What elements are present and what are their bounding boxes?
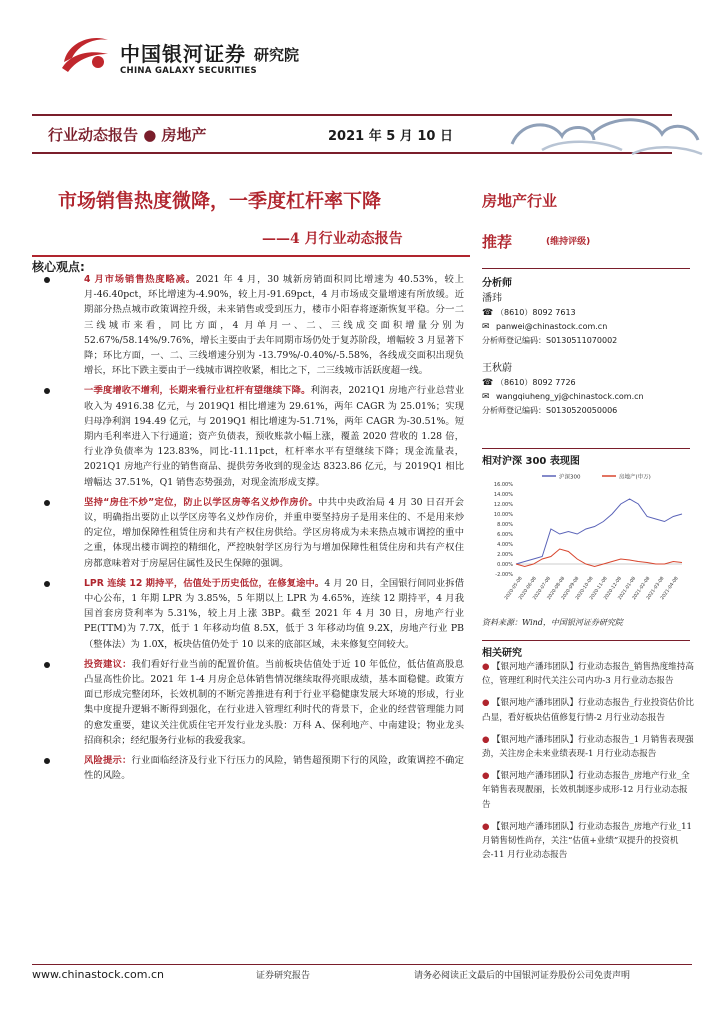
footer-divider bbox=[32, 964, 692, 965]
sidebar-divider bbox=[482, 640, 690, 641]
y-tick-label: 14.00% bbox=[493, 492, 513, 498]
bullet-text: 我们看好行业当前的配置价值。当前板块估值处于近 10 年低位，低估值高股息凸显高性价比。2021 年 1-4 月房企总体销售情况继续取得亮眼成绩，基本面稳健。政策方面已形成完整闭环，长效机制的不断完善推进有利于行业平稳健康发展大环境的形成，行业集中度提升逻辑不断得到强化，在行业进入管理红利时代的背景下，企业的经营管理能力同的愈发重要，建议关注优质住宅开发行业龙头股：万科 A、保利地产、中南建设；物业龙头招商积余；经纪服务行业标的我爱我家。 bbox=[84, 658, 464, 746]
related-research-heading: 相关研究 bbox=[482, 648, 522, 659]
related-report-title[interactable]: 【银河地产潘玮团队】行业动态报告_销售热度维持高位，管理红利时代关注公司内功-3 月行业动态报告 bbox=[482, 662, 694, 687]
bullet-icon: ● bbox=[482, 821, 490, 832]
bullet-icon bbox=[44, 277, 50, 283]
related-report-title[interactable]: 【银河地产潘玮团队】行业动态报告_行业投资估价比凸显，看好板块估值修复行情-2 月行业动态报告 bbox=[482, 698, 694, 723]
y-tick-label: 8.00% bbox=[497, 522, 513, 528]
rating-note: (维持评级) bbox=[546, 237, 591, 247]
series-line bbox=[516, 499, 682, 564]
footer-website-link[interactable]: www.chinastock.com.cn bbox=[32, 968, 164, 981]
related-report-title[interactable]: 【银河地产潘玮团队】行业动态报告_房地产行业_11 月销售韧性尚存，关注“估值+业绩”双提升的投资机会-11 月行业动态报告 bbox=[482, 821, 692, 861]
list-item bbox=[40, 753, 464, 783]
analyst-email[interactable]: panwei@chinastock.com.cn bbox=[496, 322, 608, 331]
x-tick-label: 2020-05-08 bbox=[504, 576, 524, 602]
y-tick-label: 10.00% bbox=[493, 512, 513, 518]
mail-icon: ✉ bbox=[482, 392, 490, 402]
report-type: 行业动态报告 ● 房地产 bbox=[48, 126, 207, 144]
bullet-lead: 投资建议： bbox=[84, 658, 132, 670]
phone-icon: ☎ bbox=[482, 378, 494, 388]
bullet-icon bbox=[44, 388, 50, 394]
related-report-link[interactable] bbox=[482, 769, 694, 812]
y-tick-label: 12.00% bbox=[493, 502, 513, 508]
chart-source: 资料来源：Wind，中国银河证券研究院 bbox=[482, 618, 623, 627]
sector-name: 房地产行业 bbox=[482, 192, 558, 210]
x-tick-label: 2020-09-08 bbox=[560, 576, 581, 602]
analyst-heading: 分析师 bbox=[482, 278, 512, 289]
bullet-icon: ● bbox=[482, 662, 490, 672]
core-views-list bbox=[40, 272, 464, 789]
analyst-registration: 分析师登记编码：S0130520050006 bbox=[482, 406, 618, 415]
bullet-icon bbox=[44, 758, 50, 764]
x-tick-label: 2020-06-08 bbox=[518, 576, 538, 602]
list-item bbox=[40, 383, 464, 489]
bullet-icon: ● bbox=[482, 734, 490, 745]
x-tick-label: 2021-04-08 bbox=[660, 576, 680, 602]
bullet-text: 中共中央政治局 4 月 30 日召开会议，明确指出要防止以学区房等名义炒作房价，并重申要坚持房子是用来住的、不是用来炒的定位，增加保障性租赁住房和共有产权住房供给。学区房将成为未来热点城市调控的重中之重，体现出楼市调控的精细化，严控映射学区房行为与增加保障性租赁住房和共有产权住房都意味着对于房屋居住属性及民生保障的强调。 bbox=[84, 496, 464, 569]
y-tick-label: 16.00% bbox=[493, 482, 513, 488]
bullet-lead: 坚持“房住不炒”定位，防止以学区房等名义炒作房价。 bbox=[84, 496, 319, 508]
bullet-text: 4 月 20 日，全国银行间同业拆借中心公布，1 年期 LPR 为 3.85%，5 年期以上 LPR 为 4.65%，连续 12 期持平，4 月我国首套房贷利率为 5.31%，较上月上涨 3BP。截至 2021 年 4 月 30 日，房地产行业 PE(TTM)为 7.7X，低于 1 年移动均值 8.5X，低于 3 年移动均值 9.2X，房地产行业 PB（整体法）为 1.0X，板块估值仍处于 10 以来的底部区域，未来修复空间较大。 bbox=[84, 577, 464, 650]
y-tick-label: 2.00% bbox=[497, 552, 513, 558]
bullet-lead: 4 月市场销售热度略减。 bbox=[84, 274, 196, 285]
bullet-lead: 一季度增收不增利，长期来看行业杠杆有望继续下降。 bbox=[84, 385, 311, 397]
y-tick-label: 4.00% bbox=[497, 542, 513, 548]
header-band bbox=[32, 114, 672, 154]
bullet-icon: ● bbox=[482, 771, 490, 782]
related-report-title[interactable]: 【银河地产潘玮团队】行业动态报告_1 月销售表现强劲，关注房企未来业绩表现-1 月行业动态报告 bbox=[482, 734, 694, 760]
list-item bbox=[40, 576, 464, 652]
cloud-decoration-icon bbox=[502, 110, 712, 160]
x-tick-label: 2021-01-08 bbox=[617, 576, 638, 602]
galaxy-logo-icon bbox=[58, 32, 112, 76]
list-item bbox=[40, 272, 464, 378]
x-tick-label: 2020-08-08 bbox=[546, 576, 567, 602]
analyst-email[interactable]: wangqiuheng_yj@chinastock.com.cn bbox=[496, 392, 644, 401]
y-tick-label: 0.00% bbox=[497, 562, 513, 568]
bullet-text: 利润表，2021Q1 房地产行业总营业收入为 4916.38 亿元，与 2019Q1 相比增速为 29.61%，两年 CAGR 为 25.01%；实现归母净利润 194.49 亿元，与 2019Q1 相比增速为-51.71%，两年 CAGR 为-30.51%。短期内毛利率进入下行通道；资产负债表，预收账款小幅上涨，覆盖 2020 营收的 1.28 倍，行业净负债率为 123.83%，同比-11.11pct，杠杆率水平有望继续下降；现金流量表，2021Q1 房地产行业的销售商品、提供劳务收到的现金达 8323.86 亿元，与 2019Q1 相比增幅达 37.51%，Q1 销售态势强劲，对现金流形成支撑。 bbox=[84, 385, 464, 488]
x-tick-label: 2020-11-08 bbox=[589, 576, 609, 602]
footer-disclaimer: 请务必阅读正文最后的中国银河证券股份公司免责声明 bbox=[414, 971, 631, 981]
related-report-title[interactable]: 【银河地产潘玮团队】行业动态报告_房地产行业_全年销售表现靓丽，长效机制逐步成形-12 月行业动态报告 bbox=[482, 771, 690, 810]
y-tick-label: 6.00% bbox=[497, 532, 513, 538]
bullet-icon bbox=[44, 581, 50, 587]
phone-icon: ☎ bbox=[482, 308, 494, 318]
bullet-lead: 风险提示： bbox=[84, 755, 132, 767]
legend-label: 沪深300 bbox=[559, 474, 581, 481]
analyst-card bbox=[482, 292, 692, 348]
related-report-link[interactable] bbox=[482, 733, 694, 761]
bullet-icon bbox=[44, 500, 50, 506]
sidebar-divider bbox=[482, 268, 690, 269]
institute-label: 研究院 bbox=[254, 46, 300, 64]
report-date: 2021 年 5 月 10 日 bbox=[328, 129, 453, 144]
analyst-card bbox=[482, 362, 692, 418]
logo-english-name: CHINA GALAXY SECURITIES bbox=[120, 66, 257, 76]
analyst-phone: （8610）8092 7613 bbox=[496, 308, 576, 317]
analyst-name: 王秋蔚 bbox=[482, 363, 512, 374]
company-logo bbox=[58, 30, 388, 80]
report-title: 市场销售热度微降，一季度杠杆率下降 bbox=[58, 190, 382, 212]
report-subtitle: ——4 月行业动态报告 bbox=[262, 231, 403, 247]
rating-label: 推荐 bbox=[482, 233, 513, 251]
mail-icon: ✉ bbox=[482, 322, 490, 332]
relative-performance-chart bbox=[482, 470, 690, 610]
related-report-link[interactable] bbox=[482, 660, 694, 688]
title-divider bbox=[32, 255, 470, 257]
bullet-text: 2021 年 4 月，30 城新房销面积同比增速为 40.53%，较上月-46.40pct，环比增速为-4.90%，较上月-91.69pct，4 月市场成交量增速有所放缓。近期部分热点城市政策调控升级，未来销售或受到压力，楼市小阳春将逐渐恢复平稳。分一二三线城市来看，同比方面，4 月单月一、二、三线成交面积增量分别为 52.67%/58.14%/9.76%，增长主要由于去年同期市场仍处于复苏阶段，增幅较 3 月显著下降；环比方面，一、二、三线增速分别为 -13.79%/-0.40%/-5.58%，各线成交面积出现负增长，环比下跌主要由于一线城市调控收紧，相比之下，二三线城市活跃度超一线。 bbox=[84, 274, 464, 377]
analyst-name: 潘玮 bbox=[482, 293, 502, 304]
y-tick-label: -2.00% bbox=[495, 572, 513, 578]
x-tick-label: 2021-02-08 bbox=[631, 576, 652, 602]
related-report-link[interactable] bbox=[482, 820, 694, 863]
list-item bbox=[40, 495, 464, 571]
chart-heading: 相对沪深 300 表现图 bbox=[482, 456, 580, 467]
bullet-text: 行业面临经济及行业下行压力的风险，销售超预期下行的风险，政策调控不确定性的风险。 bbox=[84, 755, 464, 782]
list-item bbox=[40, 657, 464, 748]
core-views-heading: 核心观点: bbox=[32, 260, 85, 274]
related-research-list bbox=[482, 660, 694, 870]
related-report-link[interactable] bbox=[482, 696, 694, 724]
analyst-phone: （8610）8092 7726 bbox=[496, 378, 576, 387]
logo-chinese-name: 中国银河证券 bbox=[120, 42, 246, 66]
bullet-lead: LPR 连续 12 期持平，估值处于历史低位，在修复途中。 bbox=[84, 577, 325, 589]
legend-label: 房地产(申万) bbox=[619, 474, 651, 481]
footer-report-type: 证券研究报告 bbox=[256, 971, 311, 981]
x-tick-label: 2020-12-08 bbox=[603, 576, 623, 602]
x-tick-label: 2020-07-08 bbox=[532, 576, 553, 602]
analyst-registration: 分析师登记编码：S0130511070002 bbox=[482, 336, 618, 345]
x-tick-label: 2020-10-08 bbox=[575, 576, 595, 602]
bullet-icon: ● bbox=[482, 698, 490, 709]
x-tick-label: 2021-03-08 bbox=[646, 576, 666, 602]
sidebar-divider bbox=[482, 448, 690, 449]
bullet-icon bbox=[44, 662, 50, 668]
